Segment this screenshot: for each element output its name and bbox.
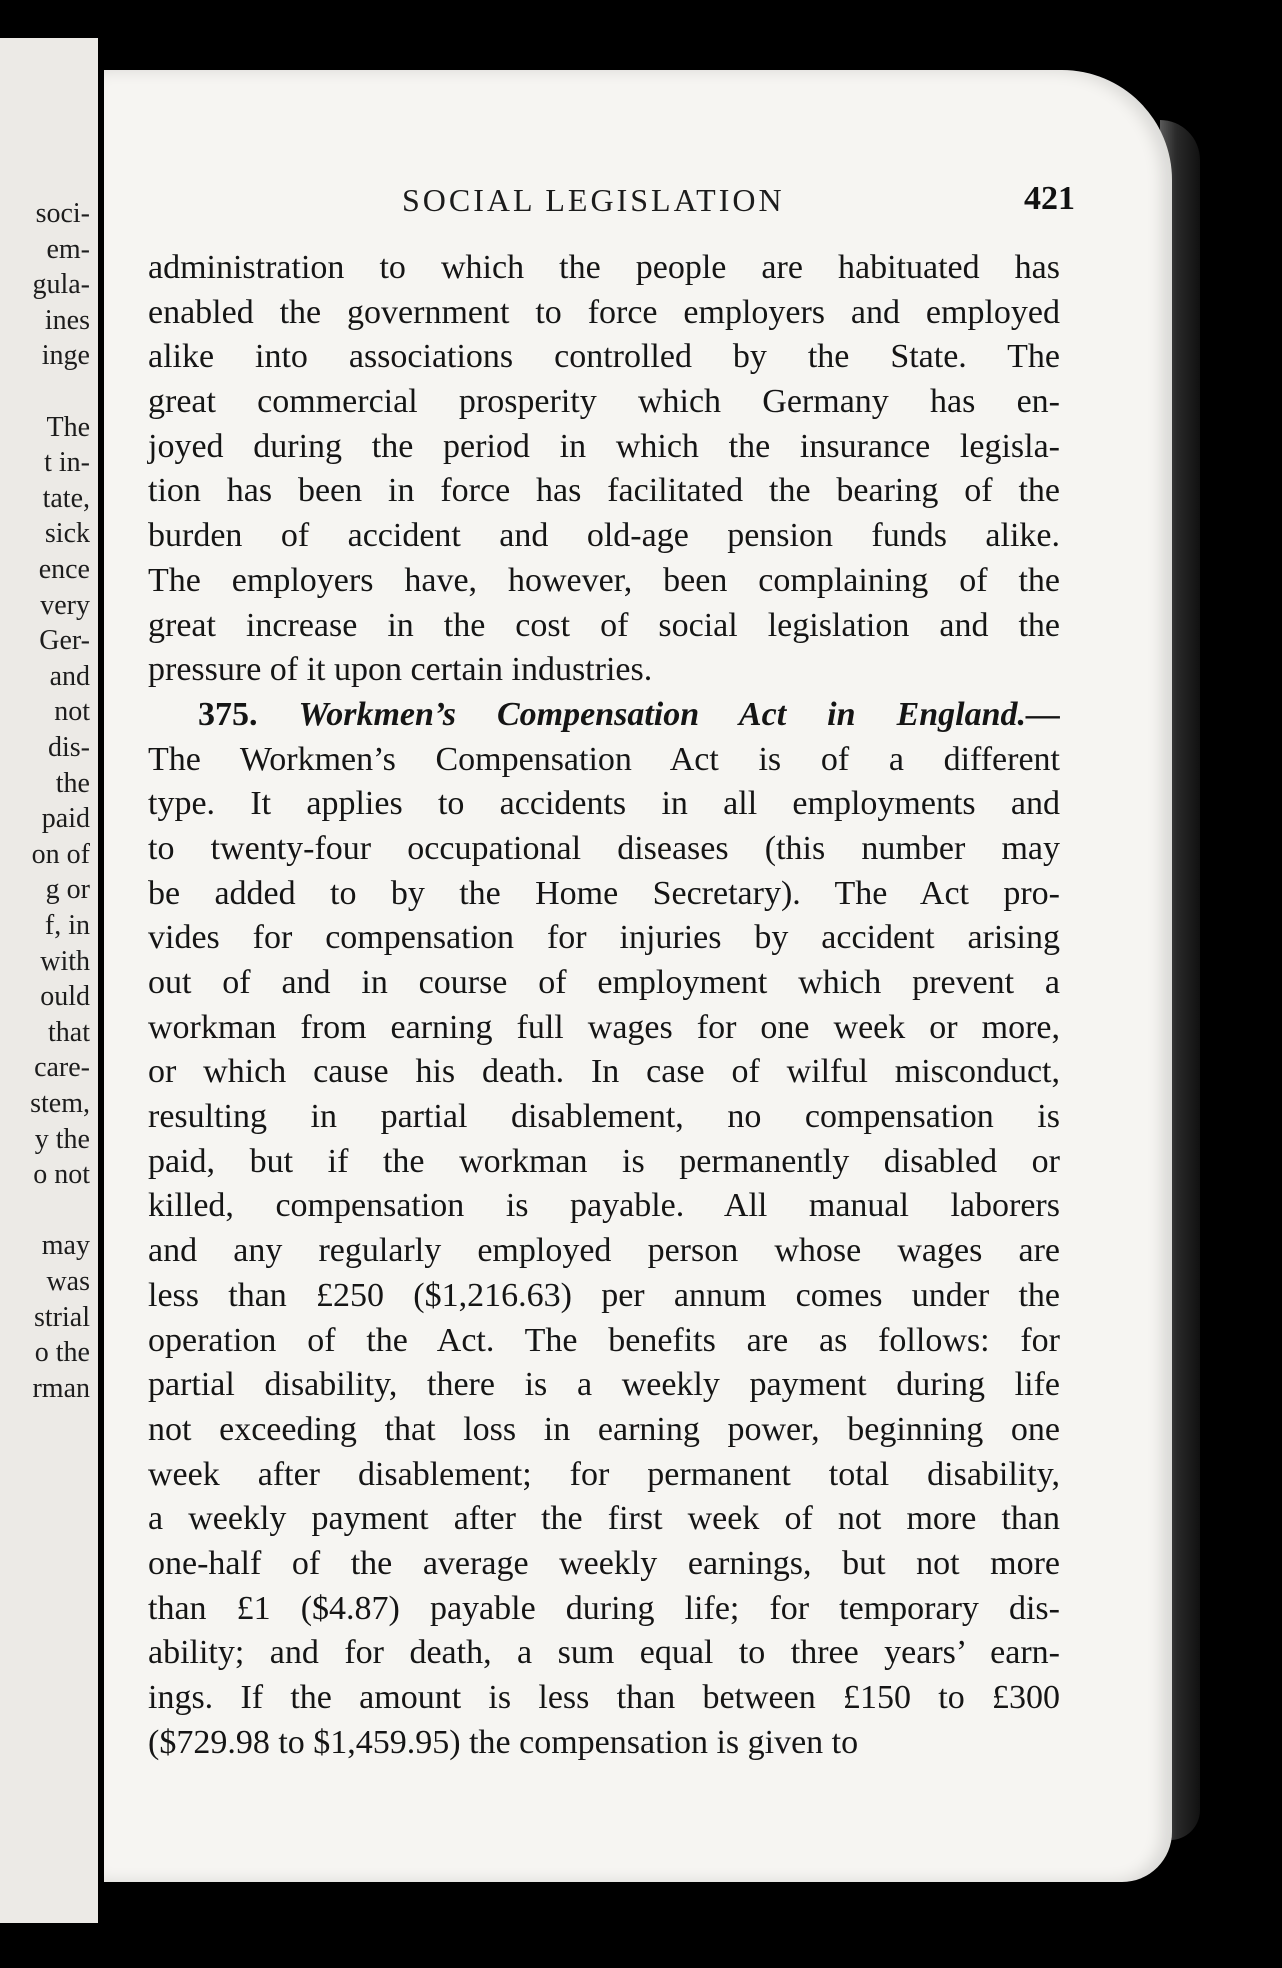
text-line: alike into associations controlled by the State. The [148,338,1060,376]
text-line: less than £250 ($1,216.63) per annum comes under the [148,1276,1060,1314]
body-text [148,246,1060,1765]
section-title: Workmen’s Compensation Act in England.— [298,695,1061,733]
facing-page-line: and [49,660,90,692]
text-line: great commercial prosperity which Germany has en- [148,383,1060,421]
text-line: to twenty-four occupational diseases (this number may [148,829,1060,867]
facing-page-line: ould [40,981,90,1013]
facing-page-line: soci- [35,198,90,229]
facing-page-line: the [55,767,90,799]
paragraph-1 [148,246,1060,693]
facing-page-line: y the [34,1123,90,1155]
facing-page-line: o the [34,1337,90,1369]
text-line: killed, compensation is payable. All manual laborers [148,1187,1060,1225]
text-line: or which cause his death. In case of wilful misconduct, [148,1053,1060,1091]
text-line: workman from earning full wages for one week or more, [148,1008,1060,1046]
facing-page-line: inge [41,340,90,372]
text-line: partial disability, there is a weekly payment during life [148,1366,1060,1404]
text-line: one-half of the average weekly earnings, but not more [148,1544,1060,1582]
facing-page-line: The [46,411,90,443]
facing-page-line: f, in [44,910,90,941]
section-heading [148,693,1060,738]
text-line: vides for compensation for injuries by accident arising [148,919,1060,957]
facing-page-line: that [48,1016,90,1048]
running-head [104,182,1172,222]
facing-page-line: o not [33,1159,90,1191]
text-line: tion has been in force has facilitated the bearing of the [148,472,1060,510]
text-line: The Workmen’s Compensation Act is of a different [148,740,1060,778]
facing-page-line: stem, [30,1088,90,1119]
facing-page-line: tate, [42,482,90,514]
text-line: resulting in partial disablement, no compensation is [148,1098,1060,1136]
book-page [104,70,1172,1882]
facing-page-line: t in- [44,447,90,479]
text-line: The employers have, however, been complaining of the [148,561,1060,599]
running-title: SOCIAL LEGISLATION [402,182,785,218]
facing-page-line: care- [34,1052,90,1084]
facing-page-line: was [46,1266,90,1297]
facing-page-line: g or [45,874,90,906]
text-line: not exceeding that loss in earning power, beginning one [148,1410,1060,1448]
text-line: ings. If the amount is less than between £150 to £300 [148,1679,1060,1716]
facing-page-line: very [40,589,90,621]
text-line: paid, but if the workman is permanently disabled or [148,1142,1060,1180]
facing-page-line: with [40,945,90,977]
text-line: enabled the government to force employers and employed [148,293,1060,331]
text-line: joyed during the period in which the insurance legisla- [148,427,1060,465]
facing-page-line: not [54,696,90,728]
facing-page-line: ence [38,554,90,585]
facing-page-line: paid [41,803,90,835]
facing-page-line: sick [44,518,90,550]
text-line: great increase in the cost of social legislation and the [148,606,1060,644]
facing-page-line: on of [31,838,90,870]
text-line: out of and in course of employment which prevent a [148,964,1060,1001]
page-number: 421 [1024,180,1075,217]
text-line: a weekly payment after the first week of not more than [148,1500,1060,1538]
text-line: be added to by the Home Secretary). The Act pro- [148,874,1060,912]
section-375 [148,693,1060,1766]
text-line: operation of the Act. The benefits are as follows: for [148,1321,1060,1359]
facing-page-line: Ger- [39,625,90,657]
facing-page-line: strial [34,1301,90,1333]
text-line: type. It applies to accidents in all employments and [148,785,1060,823]
text-line: pressure of it upon certain industries. [148,651,653,689]
text-line: than £1 ($4.87) payable during life; for temporary dis- [148,1589,1060,1627]
text-line: ($729.98 to $1,459.95) the compensation is given to [148,1723,859,1761]
facing-page-line: em- [46,233,90,265]
text-line: ability; and for death, a sum equal to three years’ earn- [148,1634,1060,1672]
facing-page-line: ines [44,304,90,336]
text-line: week after disablement; for permanent total disability, [148,1455,1060,1493]
facing-page-line: gula- [32,269,90,301]
text-line: burden of accident and old-age pension funds alike. [148,517,1060,555]
text-line: and any regularly employed person whose wages are [148,1232,1060,1270]
facing-page-line: dis- [48,732,90,763]
facing-page-line: rman [32,1372,90,1404]
text-line: administration to which the people are habituated has [148,249,1060,286]
section-number: 375. [198,695,258,733]
facing-page-fragment [0,38,98,1923]
facing-page-line: may [41,1230,90,1262]
